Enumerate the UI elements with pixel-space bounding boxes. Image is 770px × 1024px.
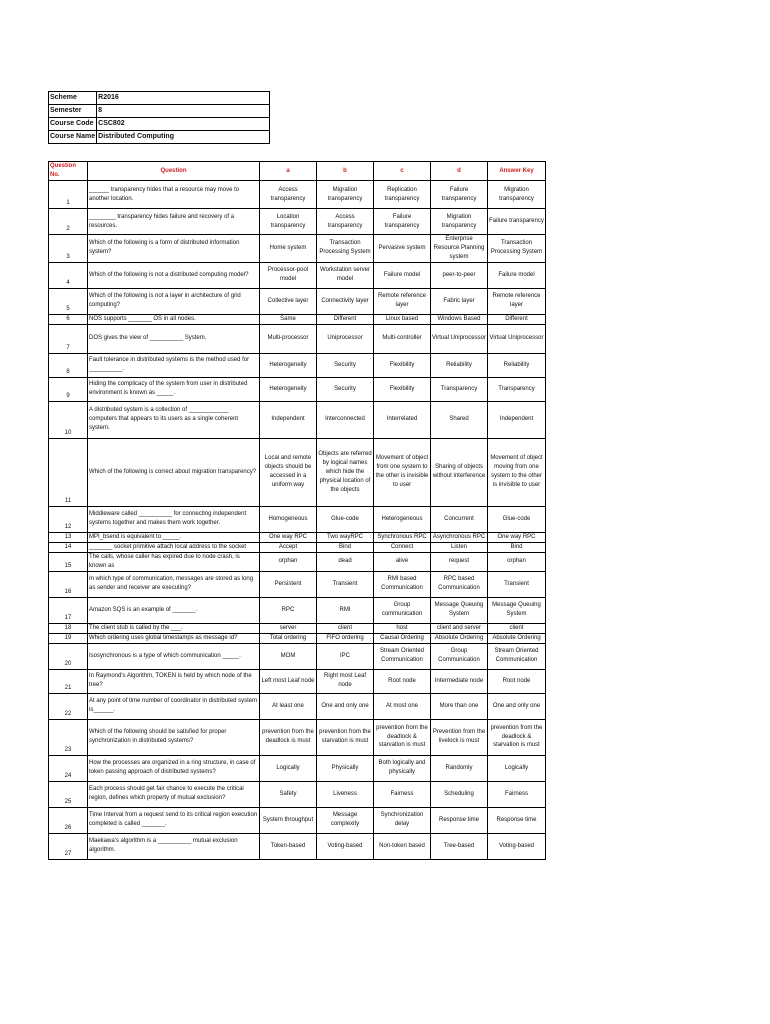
option-b: Glue-code bbox=[317, 506, 374, 532]
question-number: 14 bbox=[49, 542, 88, 552]
option-d: Fabric layer bbox=[431, 288, 488, 314]
question-text: Which of the following is not a distributed computing model? bbox=[88, 262, 260, 288]
answer-key: Logically bbox=[488, 755, 546, 781]
question-number: 2 bbox=[49, 209, 88, 235]
answer-key: orphan bbox=[488, 552, 546, 571]
option-a: Homogeneous bbox=[260, 506, 317, 532]
option-c: Flexibility bbox=[374, 377, 431, 401]
course-info-value: R2016 bbox=[97, 92, 270, 105]
option-d: Randomly bbox=[431, 755, 488, 781]
answer-key: Reliability bbox=[488, 353, 546, 377]
question-text: NOS supports _______ OS in all nodes. bbox=[88, 314, 260, 324]
option-c: Causal Ordering bbox=[374, 633, 431, 643]
answer-key: Absolute Ordering bbox=[488, 633, 546, 643]
answer-key: Failure transparency bbox=[488, 209, 546, 235]
question-number: 16 bbox=[49, 571, 88, 597]
option-b: Workstation server model bbox=[317, 262, 374, 288]
header-question: Question bbox=[88, 162, 260, 181]
course-info-label: Semester bbox=[49, 105, 97, 118]
question-row bbox=[49, 532, 546, 542]
option-b: Transaction Processing System bbox=[317, 235, 374, 263]
question-number: 19 bbox=[49, 633, 88, 643]
question-text: Hiding the complicacy of the system from user in distributed environment is known as _____. bbox=[88, 377, 260, 401]
question-row bbox=[49, 833, 546, 859]
option-a: Collective layer bbox=[260, 288, 317, 314]
option-b: Migration transparency bbox=[317, 181, 374, 209]
question-row bbox=[49, 781, 546, 807]
answer-key: Virtual Uniprocessor bbox=[488, 324, 546, 353]
option-b: Access transparency bbox=[317, 209, 374, 235]
course-info-table bbox=[48, 91, 270, 144]
option-d: More than one bbox=[431, 693, 488, 719]
option-b: Physically bbox=[317, 755, 374, 781]
question-row bbox=[49, 438, 546, 506]
option-a: Heterogeneity bbox=[260, 377, 317, 401]
question-row bbox=[49, 643, 546, 669]
option-b: Security bbox=[317, 353, 374, 377]
question-number: 8 bbox=[49, 353, 88, 377]
course-info-row bbox=[49, 131, 270, 144]
option-d: request bbox=[431, 552, 488, 571]
question-number: 10 bbox=[49, 401, 88, 438]
header-option-a: a bbox=[260, 162, 317, 181]
option-d: RPC based Communication bbox=[431, 571, 488, 597]
option-d: Concurrent bbox=[431, 506, 488, 532]
option-c: Connect bbox=[374, 542, 431, 552]
course-info-value: 8 bbox=[97, 105, 270, 118]
answer-key: Transient bbox=[488, 571, 546, 597]
option-a: Token-based bbox=[260, 833, 317, 859]
option-b: Connectivity layer bbox=[317, 288, 374, 314]
answer-key: Voting-based bbox=[488, 833, 546, 859]
option-a: Total ordering bbox=[260, 633, 317, 643]
option-c: host bbox=[374, 623, 431, 633]
answer-key: Response time bbox=[488, 807, 546, 833]
option-b: Interconnected bbox=[317, 401, 374, 438]
question-row bbox=[49, 377, 546, 401]
question-number: 23 bbox=[49, 719, 88, 755]
answer-key: prevention from the deadlock & starvation is must bbox=[488, 719, 546, 755]
question-row bbox=[49, 755, 546, 781]
option-a: Multi-processor bbox=[260, 324, 317, 353]
option-a: At least one bbox=[260, 693, 317, 719]
option-a: Home system bbox=[260, 235, 317, 263]
option-a: System throughput bbox=[260, 807, 317, 833]
question-row bbox=[49, 669, 546, 693]
option-c: Failure transparency bbox=[374, 209, 431, 235]
option-b: Right most Leaf node bbox=[317, 669, 374, 693]
option-a: MOM bbox=[260, 643, 317, 669]
option-d: Intermediate node bbox=[431, 669, 488, 693]
option-c: Fairness bbox=[374, 781, 431, 807]
question-number: 25 bbox=[49, 781, 88, 807]
question-text: _______ socket primitive attach local address to the socket bbox=[88, 542, 260, 552]
question-row bbox=[49, 807, 546, 833]
answer-key: One and only one bbox=[488, 693, 546, 719]
question-text: A distributed system is a collection of ____________ computers that appears to its users as a single coherent system. bbox=[88, 401, 260, 438]
option-d: Reliability bbox=[431, 353, 488, 377]
option-b: Message complexity bbox=[317, 807, 374, 833]
option-d: Absolute Ordering bbox=[431, 633, 488, 643]
question-text: Which of the following should be satisfied for proper synchronization in distributed systems? bbox=[88, 719, 260, 755]
course-info-label: Course Code bbox=[49, 118, 97, 131]
option-a: server bbox=[260, 623, 317, 633]
option-a: Accept bbox=[260, 542, 317, 552]
question-row bbox=[49, 353, 546, 377]
question-number: 21 bbox=[49, 669, 88, 693]
option-a: Persistent bbox=[260, 571, 317, 597]
option-d: Tree-based bbox=[431, 833, 488, 859]
option-a: orphan bbox=[260, 552, 317, 571]
answer-key: Bind bbox=[488, 542, 546, 552]
answer-key: Transparency bbox=[488, 377, 546, 401]
mcq-table bbox=[48, 161, 546, 860]
question-text: Which of the following is correct about migration transparency? bbox=[88, 438, 260, 506]
answer-key: Message Queuing System bbox=[488, 597, 546, 623]
option-c: Heterogeneous bbox=[374, 506, 431, 532]
question-text: Middleware called __________ for connecting independent systems together and makes them work together. bbox=[88, 506, 260, 532]
option-c: RMI based Communication bbox=[374, 571, 431, 597]
option-a: One way RPC bbox=[260, 532, 317, 542]
course-info-label: Course Name bbox=[49, 131, 97, 144]
question-number: 27 bbox=[49, 833, 88, 859]
question-number: 17 bbox=[49, 597, 88, 623]
question-row bbox=[49, 181, 546, 209]
option-a: Heterogeneity bbox=[260, 353, 317, 377]
answer-key: Movement of object moving from one system to the other is invisible to user bbox=[488, 438, 546, 506]
question-row bbox=[49, 324, 546, 353]
answer-key: client bbox=[488, 623, 546, 633]
option-a: Access transparency bbox=[260, 181, 317, 209]
question-number: 26 bbox=[49, 807, 88, 833]
question-row bbox=[49, 401, 546, 438]
option-d: client and server bbox=[431, 623, 488, 633]
question-text: ______ transparency hides that a resource may move to another location. bbox=[88, 181, 260, 209]
option-a: Safety bbox=[260, 781, 317, 807]
question-number: 15 bbox=[49, 552, 88, 571]
question-row bbox=[49, 623, 546, 633]
header-answer-key: Answer Key bbox=[488, 162, 546, 181]
option-c: Flexibility bbox=[374, 353, 431, 377]
option-a: Same bbox=[260, 314, 317, 324]
question-number: 20 bbox=[49, 643, 88, 669]
question-text: Time Interval from a request send to its critical region execution completed is called _______. bbox=[88, 807, 260, 833]
answer-key: Migration transparency bbox=[488, 181, 546, 209]
option-b: Liveness bbox=[317, 781, 374, 807]
question-row bbox=[49, 314, 546, 324]
option-d: Virtual Uniprocessor bbox=[431, 324, 488, 353]
option-c: Multi-controller bbox=[374, 324, 431, 353]
option-b: Bind bbox=[317, 542, 374, 552]
answer-key: Stream Oriented Communication bbox=[488, 643, 546, 669]
question-row bbox=[49, 693, 546, 719]
option-b: RMI bbox=[317, 597, 374, 623]
question-text: In which type of communication, messages are stored as long as sender and receiver are executing? bbox=[88, 571, 260, 597]
course-info-row bbox=[49, 92, 270, 105]
option-a: Location transparency bbox=[260, 209, 317, 235]
answer-key: Different bbox=[488, 314, 546, 324]
question-text: Which of the following is not a layer in architecture of grid computing? bbox=[88, 288, 260, 314]
option-a: Logically bbox=[260, 755, 317, 781]
question-text: ________ transparency hides failure and recovery of a resources. bbox=[88, 209, 260, 235]
option-b: client bbox=[317, 623, 374, 633]
option-d: Enterprise Resource Planning system bbox=[431, 235, 488, 263]
option-b: One and only one bbox=[317, 693, 374, 719]
option-d: Failure transparency bbox=[431, 181, 488, 209]
option-d: Scheduling bbox=[431, 781, 488, 807]
option-c: At most one bbox=[374, 693, 431, 719]
option-a: Left most Leaf node bbox=[260, 669, 317, 693]
option-d: Response time bbox=[431, 807, 488, 833]
option-c: Both logically and physically bbox=[374, 755, 431, 781]
question-row bbox=[49, 719, 546, 755]
option-c: Replication transparency bbox=[374, 181, 431, 209]
option-a: Independent bbox=[260, 401, 317, 438]
option-d: Sharing of objects without interference bbox=[431, 438, 488, 506]
option-a: Local and remote objects should be accessed in a uniform way bbox=[260, 438, 317, 506]
option-a: Processor-pool model bbox=[260, 262, 317, 288]
option-b: prevention from the starvation is must bbox=[317, 719, 374, 755]
question-number: 7 bbox=[49, 324, 88, 353]
question-number: 4 bbox=[49, 262, 88, 288]
course-info-row bbox=[49, 105, 270, 118]
course-info-row bbox=[49, 118, 270, 131]
course-info-value: Distributed Computing bbox=[97, 131, 270, 144]
answer-key: Independent bbox=[488, 401, 546, 438]
question-row bbox=[49, 506, 546, 532]
option-a: prevention from the deadlock is must bbox=[260, 719, 317, 755]
header-option-d: d bbox=[431, 162, 488, 181]
option-c: Remote reference layer bbox=[374, 288, 431, 314]
option-c: alive bbox=[374, 552, 431, 571]
question-number: 22 bbox=[49, 693, 88, 719]
course-info-value: CSC802 bbox=[97, 118, 270, 131]
option-c: Interrelated bbox=[374, 401, 431, 438]
question-number: 5 bbox=[49, 288, 88, 314]
question-row bbox=[49, 288, 546, 314]
question-text: In Raymond's Algorithm, TOKEN is held by which node of the tree? bbox=[88, 669, 260, 693]
question-text: Fault tolerance in distributed systems is the method used for __________. bbox=[88, 353, 260, 377]
answer-key: Remote reference layer bbox=[488, 288, 546, 314]
question-text: DOS gives the view of __________ System. bbox=[88, 324, 260, 353]
question-text: Which ordering uses global timestamps as message id? bbox=[88, 633, 260, 643]
question-number: 11 bbox=[49, 438, 88, 506]
option-b: dead bbox=[317, 552, 374, 571]
question-row bbox=[49, 209, 546, 235]
answer-key: Failure model bbox=[488, 262, 546, 288]
option-c: Synchronous RPC bbox=[374, 532, 431, 542]
question-text: Which of the following is a form of distributed information system? bbox=[88, 235, 260, 263]
question-text: Maekawa's algorithm is a __________ mutual exclusion algorithm. bbox=[88, 833, 260, 859]
option-d: Listen bbox=[431, 542, 488, 552]
answer-key: One way RPC bbox=[488, 532, 546, 542]
question-text: Amazon SQS is an example of _______. bbox=[88, 597, 260, 623]
option-b: Two wayRPC bbox=[317, 532, 374, 542]
option-c: Pervasive system bbox=[374, 235, 431, 263]
option-c: Non-token based bbox=[374, 833, 431, 859]
option-c: Synchronization delay bbox=[374, 807, 431, 833]
option-d: Asynchronous RPC bbox=[431, 532, 488, 542]
option-d: Shared bbox=[431, 401, 488, 438]
option-b: Voting-based bbox=[317, 833, 374, 859]
question-text: Isosynchronous is a type of which communication _____. bbox=[88, 643, 260, 669]
question-row bbox=[49, 542, 546, 552]
option-d: Windows Based bbox=[431, 314, 488, 324]
header-row bbox=[49, 162, 546, 181]
question-number: 24 bbox=[49, 755, 88, 781]
option-d: Transparency bbox=[431, 377, 488, 401]
answer-key: Root node bbox=[488, 669, 546, 693]
header-question-no: Question No. bbox=[49, 162, 88, 181]
option-b: IPC bbox=[317, 643, 374, 669]
question-text: The calls, whose caller has expired due to node crash, is known as bbox=[88, 552, 260, 571]
option-d: Group Communication bbox=[431, 643, 488, 669]
question-text: At any point of time number of coordinator in distributed system is______. bbox=[88, 693, 260, 719]
option-d: Message Queuing System bbox=[431, 597, 488, 623]
option-b: Different bbox=[317, 314, 374, 324]
header-option-c: c bbox=[374, 162, 431, 181]
option-c: Root node bbox=[374, 669, 431, 693]
option-d: Migration transparency bbox=[431, 209, 488, 235]
question-text: Each process should get fair chance to execute the critical region, defines which property of mutual exclusion? bbox=[88, 781, 260, 807]
option-a: RPC bbox=[260, 597, 317, 623]
question-text: How the processes are organized in a ring structure, in case of token passing approach of distributed systems? bbox=[88, 755, 260, 781]
question-number: 9 bbox=[49, 377, 88, 401]
option-c: Movement of object from one system to the other is invisible to user bbox=[374, 438, 431, 506]
question-text: The client stub is called by the ___. bbox=[88, 623, 260, 633]
question-row bbox=[49, 633, 546, 643]
option-c: Group communication bbox=[374, 597, 431, 623]
option-c: Failure model bbox=[374, 262, 431, 288]
question-row bbox=[49, 552, 546, 571]
question-number: 3 bbox=[49, 235, 88, 263]
question-number: 13 bbox=[49, 532, 88, 542]
question-text: MPI_bsend is equivalent to _____. bbox=[88, 532, 260, 542]
question-number: 1 bbox=[49, 181, 88, 209]
option-c: prevention from the deadlock & starvation is must bbox=[374, 719, 431, 755]
question-number: 18 bbox=[49, 623, 88, 633]
answer-key: Fairness bbox=[488, 781, 546, 807]
answer-key: Transaction Processing System bbox=[488, 235, 546, 263]
question-row bbox=[49, 262, 546, 288]
option-b: FIFO ordering bbox=[317, 633, 374, 643]
header-option-b: b bbox=[317, 162, 374, 181]
question-number: 6 bbox=[49, 314, 88, 324]
question-number: 12 bbox=[49, 506, 88, 532]
option-c: Linux based bbox=[374, 314, 431, 324]
answer-key: Glue-code bbox=[488, 506, 546, 532]
course-info-label: Scheme bbox=[49, 92, 97, 105]
option-d: peer-to-peer bbox=[431, 262, 488, 288]
option-c: Stream Oriented Communication bbox=[374, 643, 431, 669]
question-row bbox=[49, 597, 546, 623]
option-d: Prevention from the livelock is must bbox=[431, 719, 488, 755]
option-b: Objects are referred by logical names which hide the physical location of the objects bbox=[317, 438, 374, 506]
option-b: Security bbox=[317, 377, 374, 401]
question-row bbox=[49, 571, 546, 597]
option-b: Transient bbox=[317, 571, 374, 597]
option-b: Uniprocessor bbox=[317, 324, 374, 353]
question-row bbox=[49, 235, 546, 263]
